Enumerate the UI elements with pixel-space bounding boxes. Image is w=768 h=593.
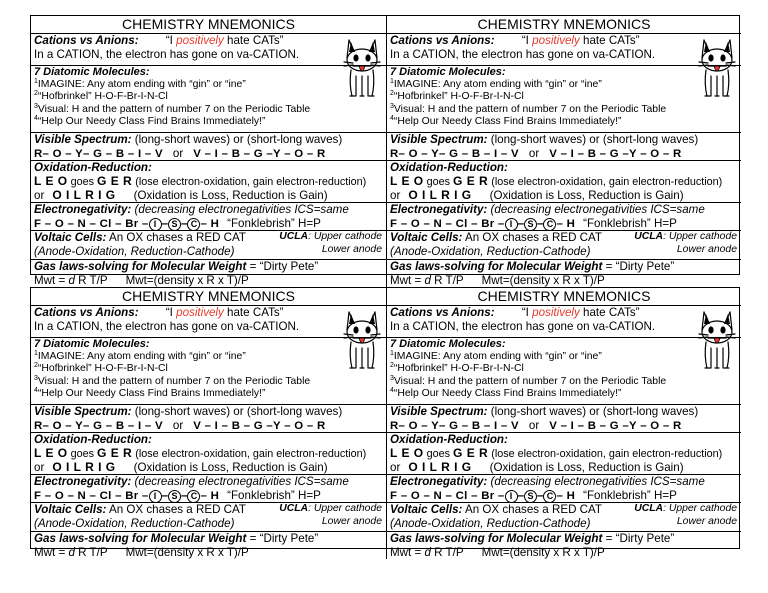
lower-anode-text: Lower anode [676, 243, 737, 255]
ger-text: G E R [97, 445, 133, 460]
redox-desc-2: (Oxidation is Loss, Reduction is Gain) [133, 189, 328, 202]
electroneg-nickname: “Fonklebrish” H=P [227, 216, 321, 230]
mnemonic-card-bottom [30, 287, 740, 559]
diatomic-section [31, 337, 386, 404]
electroneg-desc: (decreasing electronegativities ICS=same [131, 475, 349, 488]
mnemonic-column [31, 16, 386, 287]
diatomic-item-4: $^4$“Help Our Needy Class Find Brains Immediately!” [34, 115, 266, 128]
oilrig-text: O I L R I G [408, 188, 472, 202]
visible-label: Visible Spectrum: [390, 133, 488, 146]
gas-desc: = “Dirty Pete” [246, 532, 319, 545]
redox-desc-2: (Oxidation is Loss, Reduction is Gain) [489, 189, 684, 202]
lower-anode-text: Lower anode [321, 515, 382, 527]
circled-c: C [187, 218, 200, 231]
visible-seq-1: R– O – Y– G – B – I – V [34, 419, 163, 432]
voltaic-desc: An OX chases a RED CAT [462, 231, 602, 244]
cations-line2: In a CATION, the electron has gone on va-CATION. [390, 47, 656, 61]
mnemonic-card-top [30, 15, 740, 287]
voltaic-section [387, 230, 741, 259]
visible-label: Visible Spectrum: [34, 405, 132, 418]
lower-anode-text: Lower anode [676, 515, 737, 527]
cations-line2: In a CATION, the electron has gone on va-CATION. [390, 319, 656, 333]
lower-anode-text: Lower anode [321, 243, 382, 255]
voltaic-desc: An OX chases a RED CAT [106, 503, 246, 516]
electroneg-label: Electronegativity: [390, 203, 488, 216]
diatomic-item-1: $^1$IMAGINE: Any atom ending with “gin” or “ine” [34, 349, 246, 362]
leo-text: L E O [390, 173, 424, 188]
diatomic-label: 7 Diatomic Molecules: [34, 338, 150, 350]
visible-spectrum-section [31, 132, 386, 160]
redox-label: Oxidation-Reduction: [390, 161, 508, 174]
redox-section: Oxidation-Reduction: L E O goes G E R (lose electron-oxidation, gain electron-reduction) or O I L R I G (Oxidation is Loss, Reduction is Gain) [387, 160, 741, 202]
gas-label: Gas laws-solving for Molecular Weight [390, 260, 603, 273]
circled-i: I [149, 490, 162, 503]
card-title: CHEMISTRY MNEMONICS [477, 288, 651, 304]
electroneg-seq-end: – H [556, 489, 576, 502]
diatomic-item-3: $^3$Visual: H and the pattern of number 7 on the Periodic Table [34, 374, 311, 387]
cations-quote-open: “I [165, 34, 177, 47]
visible-seq-2: V – I – B – G –Y – O – R [549, 419, 682, 432]
redox-or: or [390, 189, 401, 202]
visible-desc: (long-short waves) or (short-long waves) [131, 405, 343, 418]
mwt-formula-2: Mwt=(density x R x T)/P [481, 545, 605, 559]
electroneg-label: Electronegativity: [34, 475, 132, 488]
cations-quote-emphasis: positively [532, 306, 580, 319]
mnemonic-column [386, 288, 741, 559]
redox-label: Oxidation-Reduction: [34, 161, 152, 174]
circled-i: I [505, 490, 518, 503]
redox-desc-1: (lose electron-oxidation, gain electron-reduction) [132, 175, 367, 188]
circled-c: C [543, 218, 556, 231]
voltaic-mnemonic: UCLA: Upper cathode Lower anode [634, 503, 737, 527]
diatomic-item-2: $^2$“Hofbrinkel” H-O-F-Br-I-N-Cl [34, 362, 168, 375]
voltaic-section [31, 230, 386, 259]
voltaic-line2: (Anode-Oxidation, Reduction-Cathode) [390, 516, 591, 530]
diatomic-item-2: $^2$“Hofbrinkel” H-O-F-Br-I-N-Cl [390, 362, 524, 375]
visible-label: Visible Spectrum: [34, 133, 132, 146]
diatomic-section [31, 65, 386, 132]
visible-or: or [172, 418, 184, 432]
circled-c: C [543, 490, 556, 503]
diatomic-section [387, 337, 741, 404]
circled-i: I [149, 218, 162, 231]
voltaic-line2: (Anode-Oxidation, Reduction-Cathode) [34, 244, 235, 258]
diatomic-item-3: $^3$Visual: H and the pattern of number 7 on the Periodic Table [34, 102, 311, 115]
diatomic-item-4: $^4$“Help Our Needy Class Find Brains Immediately!” [390, 387, 622, 400]
cations-quote-close: hate CATs” [579, 34, 640, 47]
cations-section [387, 305, 741, 337]
electroneg-desc: (decreasing electronegativities ICS=same [131, 203, 349, 216]
electroneg-seq: F – O – N – Cl – Br – [34, 489, 149, 502]
voltaic-label: Voltaic Cells: [390, 231, 463, 244]
redox-desc-1: (lose electron-oxidation, gain electron-reduction) [488, 175, 723, 188]
cations-section [31, 305, 386, 337]
mnemonic-column [31, 288, 386, 559]
ucla-text: UCLA [279, 231, 309, 242]
electronegativity-section: Electronegativity: (decreasing electronegativities ICS=same F – O – N – Cl – Br – I – S – C – H “Fonklebrish” H=P [387, 474, 741, 502]
voltaic-mnemonic: UCLA: Upper cathode Lower anode [634, 231, 737, 255]
cations-quote-open: “I [521, 306, 533, 319]
gas-laws-section: Gas laws-solving for Molecular Weight = “Dirty Pete” Mwt = d R T/P Mwt=(density x R x T)/P [31, 259, 386, 287]
electroneg-desc: (decreasing electronegativities ICS=same [487, 475, 705, 488]
gas-label: Gas laws-solving for Molecular Weight [34, 532, 247, 545]
voltaic-section [387, 502, 741, 531]
visible-seq-1: R– O – Y– G – B – I – V [390, 147, 519, 160]
cations-line2: In a CATION, the electron has gone on va-CATION. [34, 319, 300, 333]
ger-text: G E R [453, 173, 489, 188]
leo-text: L E O [34, 445, 68, 460]
oilrig-text: O I L R I G [52, 460, 116, 474]
mwt-formula-2: Mwt=(density x R x T)/P [125, 273, 249, 287]
visible-seq-1: R– O – Y– G – B – I – V [34, 147, 163, 160]
visible-seq-2: V – I – B – G –Y – O – R [549, 147, 682, 160]
diatomic-item-4: $^4$“Help Our Needy Class Find Brains Immediately!” [390, 115, 622, 128]
card-title: CHEMISTRY MNEMONICS [122, 288, 295, 304]
circled-s: S [168, 490, 181, 503]
cations-section [31, 33, 386, 65]
electroneg-seq: F – O – N – Cl – Br – [390, 489, 505, 502]
density-symbol: d [68, 273, 75, 287]
gas-desc: = “Dirty Pete” [602, 532, 675, 545]
density-symbol: d [424, 273, 431, 287]
visible-desc: (long-short waves) or (short-long waves) [131, 133, 343, 146]
cations-line2: In a CATION, the electron has gone on va-CATION. [34, 47, 300, 61]
cations-label: Cations vs Anions: [34, 34, 139, 47]
redox-section: Oxidation-Reduction: L E O goes G E R (lose electron-oxidation, gain electron-reduction) or O I L R I G (Oxidation is Loss, Reduction is Gain) [31, 160, 386, 202]
gas-label: Gas laws-solving for Molecular Weight [390, 532, 603, 545]
electroneg-label: Electronegativity: [390, 475, 488, 488]
visible-seq-2: V – I – B – G –Y – O – R [193, 147, 326, 160]
cations-quote-close: hate CATs” [579, 306, 640, 319]
visible-or: or [528, 146, 540, 160]
oilrig-text: O I L R I G [408, 460, 472, 474]
voltaic-label: Voltaic Cells: [390, 503, 463, 516]
diatomic-label: 7 Diatomic Molecules: [390, 66, 506, 78]
visible-spectrum-section [31, 404, 386, 432]
cations-label: Cations vs Anions: [390, 34, 495, 47]
electroneg-seq: F – O – N – Cl – Br – [34, 217, 149, 230]
electroneg-label: Electronegativity: [34, 203, 132, 216]
visible-desc: (long-short waves) or (short-long waves) [487, 133, 699, 146]
ger-text: G E R [453, 445, 489, 460]
gas-desc: = “Dirty Pete” [246, 260, 319, 273]
gas-laws-section: Gas laws-solving for Molecular Weight = “Dirty Pete” Mwt = d R T/P Mwt=(density x R x T)/P [31, 531, 386, 559]
cations-label: Cations vs Anions: [34, 306, 139, 319]
visible-spectrum-section [387, 132, 741, 160]
voltaic-desc: An OX chases a RED CAT [106, 231, 246, 244]
circled-c: C [187, 490, 200, 503]
redox-label: Oxidation-Reduction: [390, 433, 508, 446]
gas-laws-section: Gas laws-solving for Molecular Weight = “Dirty Pete” Mwt = d R T/P Mwt=(density x R x T)/P [387, 259, 741, 287]
mwt-formula-2: Mwt=(density x R x T)/P [125, 545, 249, 559]
redox-desc-1: (lose electron-oxidation, gain electron-reduction) [488, 447, 723, 460]
voltaic-mnemonic: UCLA: Upper cathode Lower anode [279, 503, 382, 527]
electroneg-seq: F – O – N – Cl – Br – [390, 217, 505, 230]
electroneg-seq-end: – H [556, 217, 576, 230]
redox-or: or [34, 461, 45, 474]
redox-or: or [34, 189, 45, 202]
electroneg-nickname: “Fonklebrish” H=P [583, 216, 677, 230]
circled-s: S [524, 490, 537, 503]
cations-quote-emphasis: positively [176, 34, 224, 47]
ucla-text: UCLA [634, 231, 664, 242]
redox-section: Oxidation-Reduction: L E O goes G E R (lose electron-oxidation, gain electron-reduction) or O I L R I G (Oxidation is Loss, Reduction is Gain) [387, 432, 741, 474]
circled-i: I [505, 218, 518, 231]
electroneg-seq-end: – H [200, 489, 220, 502]
electroneg-seq-end: – H [200, 217, 220, 230]
visible-or: or [528, 418, 540, 432]
cations-quote-close: hate CATs” [223, 34, 284, 47]
circled-s: S [524, 218, 537, 231]
leo-text: L E O [34, 173, 68, 188]
voltaic-section [31, 502, 386, 531]
visible-label: Visible Spectrum: [390, 405, 488, 418]
visible-desc: (long-short waves) or (short-long waves) [487, 405, 699, 418]
visible-seq-1: R– O – Y– G – B – I – V [390, 419, 519, 432]
voltaic-mnemonic: UCLA: Upper cathode Lower anode [279, 231, 382, 255]
electronegativity-section: Electronegativity: (decreasing electronegativities ICS=same F – O – N – Cl – Br – I – S – C – H “Fonklebrish” H=P [387, 202, 741, 230]
visible-or: or [172, 146, 184, 160]
leo-text: L E O [390, 445, 424, 460]
gas-laws-section: Gas laws-solving for Molecular Weight = “Dirty Pete” Mwt = d R T/P Mwt=(density x R x T)/P [387, 531, 741, 559]
circled-s: S [168, 218, 181, 231]
mnemonic-column [386, 16, 741, 287]
visible-seq-2: V – I – B – G –Y – O – R [193, 419, 326, 432]
diatomic-section [387, 65, 741, 132]
diatomic-item-1: $^1$IMAGINE: Any atom ending with “gin” or “ine” [34, 77, 246, 90]
electronegativity-section: Electronegativity: (decreasing electronegativities ICS=same F – O – N – Cl – Br – I – S – C – H “Fonklebrish” H=P [31, 202, 386, 230]
gas-desc: = “Dirty Pete” [602, 260, 675, 273]
density-symbol: d [68, 545, 75, 559]
diatomic-item-2: $^2$“Hofbrinkel” H-O-F-Br-I-N-Cl [34, 90, 168, 103]
redox-desc-2: (Oxidation is Loss, Reduction is Gain) [133, 461, 328, 474]
density-symbol: d [424, 545, 431, 559]
diatomic-item-2: $^2$“Hofbrinkel” H-O-F-Br-I-N-Cl [390, 90, 524, 103]
ger-text: G E R [97, 173, 133, 188]
ucla-text: UCLA [634, 503, 664, 514]
diatomic-item-1: $^1$IMAGINE: Any atom ending with “gin” or “ine” [390, 349, 602, 362]
electroneg-nickname: “Fonklebrish” H=P [583, 488, 677, 502]
redox-section: Oxidation-Reduction: L E O goes G E R (lose electron-oxidation, gain electron-reduction) or O I L R I G (Oxidation is Loss, Reduction is Gain) [31, 432, 386, 474]
cations-quote-emphasis: positively [176, 306, 224, 319]
visible-spectrum-section [387, 404, 741, 432]
voltaic-line2: (Anode-Oxidation, Reduction-Cathode) [34, 516, 235, 530]
redox-or: or [390, 461, 401, 474]
cations-section [387, 33, 741, 65]
voltaic-desc: An OX chases a RED CAT [462, 503, 602, 516]
cations-quote-emphasis: positively [532, 34, 580, 47]
ucla-text: UCLA [279, 503, 309, 514]
electronegativity-section: Electronegativity: (decreasing electronegativities ICS=same F – O – N – Cl – Br – I – S – C – H “Fonklebrish” H=P [31, 474, 386, 502]
diatomic-item-4: $^4$“Help Our Needy Class Find Brains Immediately!” [34, 387, 266, 400]
diatomic-item-3: $^3$Visual: H and the pattern of number 7 on the Periodic Table [390, 374, 667, 387]
electroneg-desc: (decreasing electronegativities ICS=same [487, 203, 705, 216]
redox-desc-1: (lose electron-oxidation, gain electron-reduction) [132, 447, 367, 460]
redox-desc-2: (Oxidation is Loss, Reduction is Gain) [489, 461, 684, 474]
cations-quote-open: “I [521, 34, 533, 47]
cations-label: Cations vs Anions: [390, 306, 495, 319]
mwt-formula-2: Mwt=(density x R x T)/P [481, 273, 605, 287]
voltaic-label: Voltaic Cells: [34, 231, 107, 244]
redox-label: Oxidation-Reduction: [34, 433, 152, 446]
diatomic-item-3: $^3$Visual: H and the pattern of number 7 on the Periodic Table [390, 102, 667, 115]
voltaic-line2: (Anode-Oxidation, Reduction-Cathode) [390, 244, 591, 258]
diatomic-label: 7 Diatomic Molecules: [390, 338, 506, 350]
card-title: CHEMISTRY MNEMONICS [477, 16, 651, 32]
gas-label: Gas laws-solving for Molecular Weight [34, 260, 247, 273]
card-title: CHEMISTRY MNEMONICS [122, 16, 295, 32]
cations-quote-close: hate CATs” [223, 306, 284, 319]
diatomic-label: 7 Diatomic Molecules: [34, 66, 150, 78]
voltaic-label: Voltaic Cells: [34, 503, 107, 516]
diatomic-item-1: $^1$IMAGINE: Any atom ending with “gin” or “ine” [390, 77, 602, 90]
cations-quote-open: “I [165, 306, 177, 319]
oilrig-text: O I L R I G [52, 188, 116, 202]
electroneg-nickname: “Fonklebrish” H=P [227, 488, 321, 502]
